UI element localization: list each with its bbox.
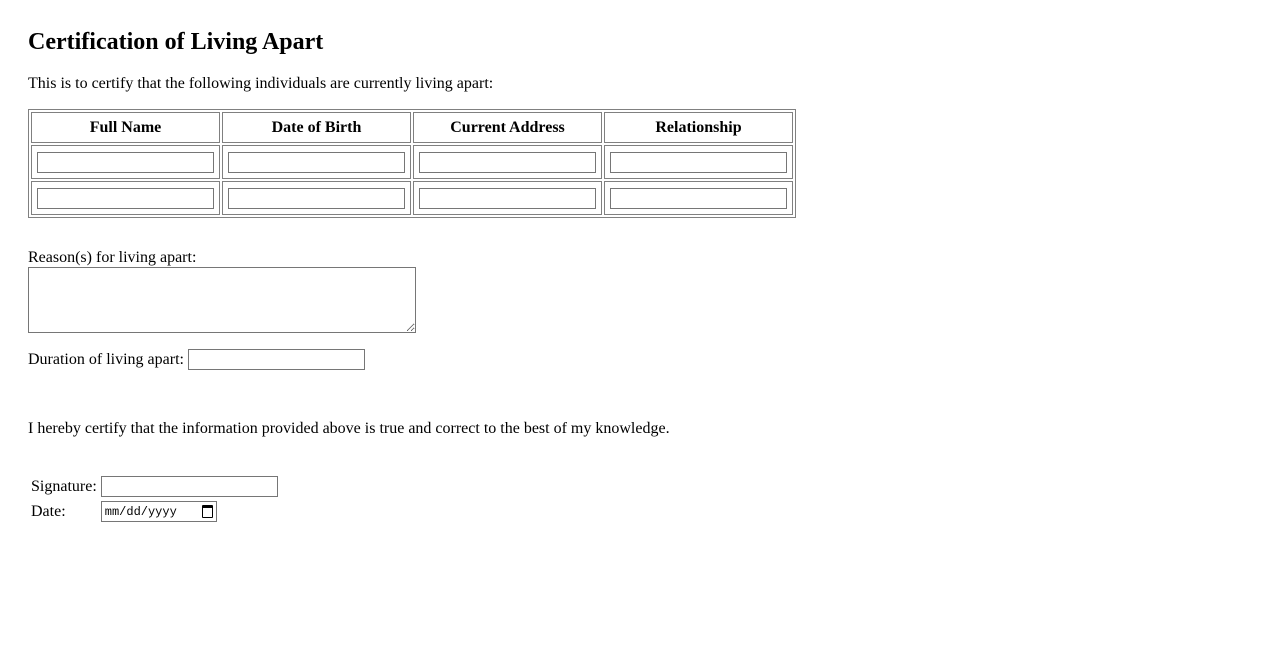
cell — [604, 181, 793, 215]
cell — [222, 145, 411, 179]
relationship-input-1[interactable] — [610, 152, 787, 173]
current-address-input-1[interactable] — [419, 152, 596, 173]
cell — [222, 181, 411, 215]
full-name-input-2[interactable] — [37, 188, 214, 209]
header-relationship: Relationship — [604, 112, 793, 143]
date-input[interactable] — [101, 501, 217, 522]
duration-label: Duration of living apart: — [28, 350, 184, 368]
date-of-birth-input-2[interactable] — [228, 188, 405, 209]
date-label: Date: — [31, 502, 66, 520]
cell — [31, 181, 220, 215]
current-address-input-2[interactable] — [419, 188, 596, 209]
reason-textarea[interactable] — [28, 267, 416, 333]
page-title: Certification of Living Apart — [28, 29, 324, 55]
header-full-name: Full Name — [31, 112, 220, 143]
date-of-birth-input-1[interactable] — [228, 152, 405, 173]
header-current-address: Current Address — [413, 112, 602, 143]
cell — [413, 181, 602, 215]
cell — [604, 145, 793, 179]
intro-text: This is to certify that the following individuals are currently living apart: — [28, 75, 494, 92]
certification-statement: I hereby certify that the information provided above is true and correct to the best of my knowledge. — [28, 420, 670, 437]
cell — [100, 475, 279, 498]
signature-input[interactable] — [101, 476, 278, 497]
table-row — [31, 181, 793, 215]
reason-label: Reason(s) for living apart: — [28, 249, 197, 266]
signature-label: Signature: — [31, 477, 97, 495]
cell — [413, 145, 602, 179]
cell — [31, 145, 220, 179]
calendar-icon[interactable] — [202, 505, 213, 518]
full-name-input-1[interactable] — [37, 152, 214, 173]
table-header-row — [31, 112, 793, 143]
duration-input[interactable] — [188, 349, 365, 370]
signature-table — [28, 473, 281, 525]
header-date-of-birth: Date of Birth — [222, 112, 411, 143]
date-placeholder: mm/dd/yyyy — [104, 504, 177, 519]
signature-row — [30, 475, 279, 498]
date-row — [30, 500, 279, 523]
table-row — [31, 145, 793, 179]
relationship-input-2[interactable] — [610, 188, 787, 209]
cell — [100, 500, 279, 523]
duration-row — [28, 349, 365, 370]
individuals-table — [28, 109, 796, 218]
